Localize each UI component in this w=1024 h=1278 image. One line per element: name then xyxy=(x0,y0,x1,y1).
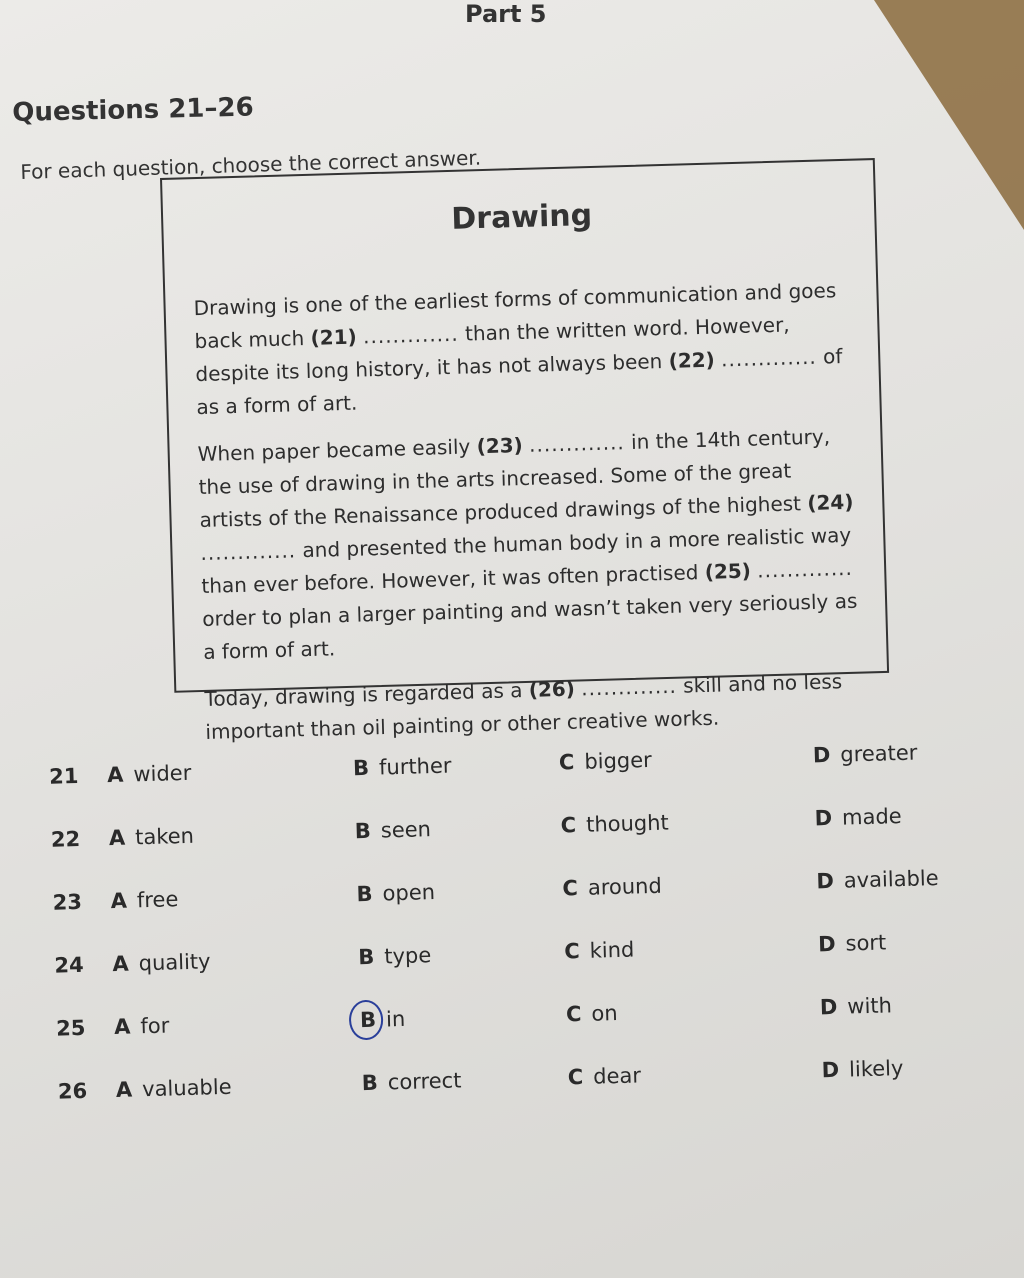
option-d[interactable] xyxy=(814,804,902,830)
option-text: valuable xyxy=(141,1074,232,1102)
question-number: 25 xyxy=(55,1015,86,1041)
desk-corner xyxy=(874,0,1024,230)
text-segment: in the 14th century, the use of drawing in the arts increased. Some of the great artists of the Renaissance produced drawings of the highest xyxy=(198,424,831,533)
option-letter: A xyxy=(112,951,130,977)
option-a[interactable] xyxy=(116,1075,232,1102)
option-c[interactable] xyxy=(560,810,669,837)
gap-blank: ............. xyxy=(362,321,460,349)
option-a[interactable] xyxy=(109,824,195,850)
question-number: 22 xyxy=(50,826,81,852)
option-letter: A xyxy=(108,825,126,851)
option-text: around xyxy=(587,873,663,900)
option-letter: C xyxy=(567,1064,584,1090)
option-letter: D xyxy=(812,742,831,768)
option-letter: C xyxy=(565,1001,582,1027)
text-segment: of as a form of art. xyxy=(196,344,843,420)
gap-number-22: (22) xyxy=(668,347,716,373)
gap-blank: ............. xyxy=(528,430,626,457)
question-number: 26 xyxy=(57,1078,88,1104)
option-letter: A xyxy=(113,1014,131,1040)
option-text: made xyxy=(841,803,902,830)
option-d[interactable] xyxy=(818,930,887,956)
text-title: Drawing xyxy=(450,197,593,237)
option-letter: A xyxy=(106,762,124,788)
option-letter: B xyxy=(354,818,372,844)
gap-number-21: (21) xyxy=(310,324,358,350)
option-d[interactable] xyxy=(821,1056,903,1082)
text-segment: skill and no less important than oil painting or other creative works. xyxy=(205,669,843,744)
gap-number-23: (23) xyxy=(476,432,524,459)
option-letter xyxy=(360,1008,377,1032)
option-b[interactable] xyxy=(354,817,431,843)
option-letter: D xyxy=(814,805,833,831)
option-d[interactable] xyxy=(820,993,893,1019)
text-segment: than the written word. However, despite its long history, it has not always been xyxy=(195,312,790,387)
option-text: in xyxy=(385,1006,406,1032)
option-c[interactable] xyxy=(564,937,635,963)
option-letter: D xyxy=(816,868,835,894)
option-text: correct xyxy=(387,1068,462,1095)
option-text: further xyxy=(378,753,452,780)
option-d[interactable] xyxy=(813,741,918,768)
question-number: 21 xyxy=(48,763,79,789)
option-a[interactable] xyxy=(112,949,211,976)
option-text: sort xyxy=(845,930,887,956)
option-text: for xyxy=(140,1013,170,1039)
question-number: 23 xyxy=(52,889,83,915)
reading-text-box xyxy=(160,158,889,744)
option-letter: D xyxy=(817,931,836,957)
option-a[interactable] xyxy=(114,1014,170,1040)
option-letter: C xyxy=(558,750,575,775)
option-c[interactable] xyxy=(562,874,662,901)
option-text: greater xyxy=(839,740,918,767)
option-b[interactable] xyxy=(358,943,432,969)
option-letter: A xyxy=(110,888,128,914)
instruction-text: For each question, choose the correct answer. xyxy=(20,145,482,184)
option-c[interactable] xyxy=(566,1001,618,1026)
option-text: likely xyxy=(848,1056,904,1082)
option-letter: B xyxy=(356,881,373,907)
option-letter-text: B xyxy=(359,1007,377,1033)
option-text: thought xyxy=(585,810,670,837)
option-letter: B xyxy=(357,944,375,970)
paragraph-2 xyxy=(197,420,864,669)
option-c[interactable] xyxy=(567,1063,641,1089)
option-letter: C xyxy=(562,876,579,901)
option-letter: B xyxy=(361,1070,379,1096)
option-b-selected[interactable] xyxy=(360,1007,406,1032)
option-text: type xyxy=(383,943,432,969)
answer-options xyxy=(40,709,980,1113)
option-b[interactable] xyxy=(353,754,452,781)
option-text: wider xyxy=(133,760,192,787)
option-text: quality xyxy=(138,949,211,976)
option-text: bigger xyxy=(584,747,653,774)
option-d[interactable] xyxy=(816,866,939,893)
option-a[interactable] xyxy=(107,761,192,787)
gap-number-26: (26) xyxy=(528,676,576,702)
gap-blank: ............. xyxy=(756,555,854,583)
option-b[interactable] xyxy=(362,1068,462,1095)
part-title: Part 5 xyxy=(465,0,547,28)
paragraph-1 xyxy=(193,274,857,424)
option-text: free xyxy=(136,887,179,913)
option-text: kind xyxy=(589,937,635,963)
option-text: open xyxy=(382,880,436,906)
pen-circle-mark xyxy=(349,1000,384,1041)
option-text: with xyxy=(846,993,893,1019)
option-letter: B xyxy=(352,755,370,781)
option-text: taken xyxy=(134,823,195,850)
option-a[interactable] xyxy=(110,887,178,913)
questions-title: Questions 21–26 xyxy=(12,92,254,128)
option-letter: C xyxy=(563,939,580,964)
option-letter: C xyxy=(560,813,577,838)
option-text: dear xyxy=(592,1063,642,1089)
option-text: seen xyxy=(380,817,432,843)
question-number: 24 xyxy=(54,952,85,978)
option-c[interactable] xyxy=(559,748,652,775)
option-b[interactable] xyxy=(356,880,435,906)
text-segment: Drawing is one of the earliest forms of communication and goes back much xyxy=(193,278,837,354)
text-segment: When paper became easily xyxy=(197,434,471,467)
gap-blank: ............. xyxy=(580,673,678,701)
option-text: on xyxy=(591,1000,618,1026)
text-segment: and presented the human body in a more realistic way than ever before. However, it was often practised xyxy=(201,522,852,598)
gap-blank: ............. xyxy=(720,344,818,372)
gap-number-24: (24) xyxy=(806,489,854,516)
text-segment: Today, drawing is regarded as a xyxy=(204,678,523,711)
option-letter: A xyxy=(115,1077,133,1103)
gap-blank: ............. xyxy=(200,538,297,566)
option-letter: D xyxy=(821,1057,840,1083)
gap-number-25: (25) xyxy=(704,558,752,584)
option-text: available xyxy=(843,865,939,893)
option-letter: D xyxy=(819,994,838,1020)
text-segment: order to plan a larger painting and wasn’t taken very seriously as a form of art. xyxy=(201,588,858,664)
